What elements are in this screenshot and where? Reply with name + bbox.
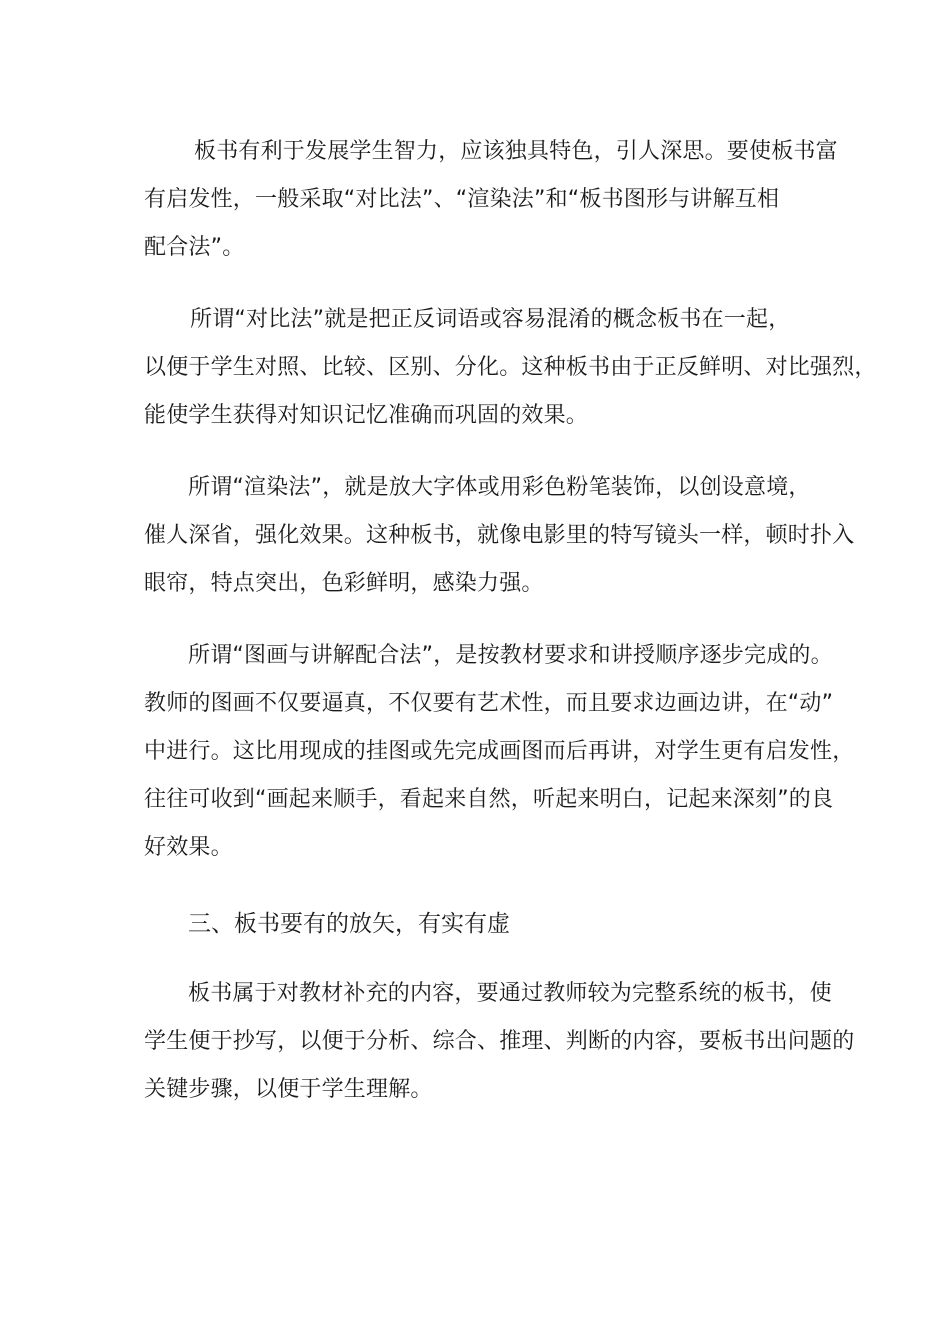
paragraph-line: 眼帘，特点突出，色彩鲜明，感染力强。 [144, 571, 544, 596]
paragraph-line: 往往可收到“画起来顺手，看起来自然，听起来明白，记起来深刻”的良 [144, 787, 834, 812]
paragraph-line: 能使学生获得对知识记忆准确而巩固的效果。 [144, 403, 589, 428]
paragraph-intro [144, 128, 838, 272]
paragraph-line: 所谓“图画与讲解配合法”，是按教材要求和讲授顺序逐步完成的。 [188, 643, 833, 668]
section-heading: 三、板书要有的放矢，有实有虚 [188, 911, 510, 937]
paragraph-line: 催人深省，强化效果。这种板书，就像电影里的特写镜头一样，顿时扑入 [144, 523, 855, 548]
paragraph-line: 教师的图画不仅要逼真，不仅要有艺术性，而且要求边画边讲，在“动” [144, 691, 834, 716]
paragraph-line: 好效果。 [144, 835, 233, 860]
paragraph-line: 板书属于对教材补充的内容，要通过教师较为完整系统的板书，使 [188, 981, 832, 1006]
paragraph-line: 中进行。这比用现成的挂图或先完成画图而后再讲，对学生更有启发性， [144, 739, 855, 764]
paragraph-line: 学生便于抄写，以便于分析、综合、推理、判断的内容，要板书出问题的 [144, 1029, 855, 1054]
paragraph-rendering-method [144, 464, 855, 608]
paragraph-line: 所谓“对比法”就是把正反词语或容易混淆的概念板书在一起， [190, 307, 791, 332]
paragraph-line: 所谓“渲染法”，就是放大字体或用彩色粉笔装饰，以创设意境， [188, 475, 811, 500]
paragraph-line: 以便于学生对照、比较、区别、分化。这种板书由于正反鲜明、对比强烈， [144, 355, 877, 380]
paragraph-line: 有启发性，一般采取“对比法”、“渲染法”和“板书图形与讲解互相 [144, 187, 780, 212]
paragraph-contrast-method [144, 296, 877, 440]
paragraph-line: 关键步骤，以便于学生理解。 [144, 1077, 433, 1102]
paragraph-supplement [144, 970, 855, 1114]
paragraph-line: 配合法”。 [144, 235, 245, 260]
paragraph-drawing-method [144, 632, 855, 872]
paragraph-line: 板书有利于发展学生智力，应该独具特色，引人深思。要使板书富 [194, 139, 838, 164]
